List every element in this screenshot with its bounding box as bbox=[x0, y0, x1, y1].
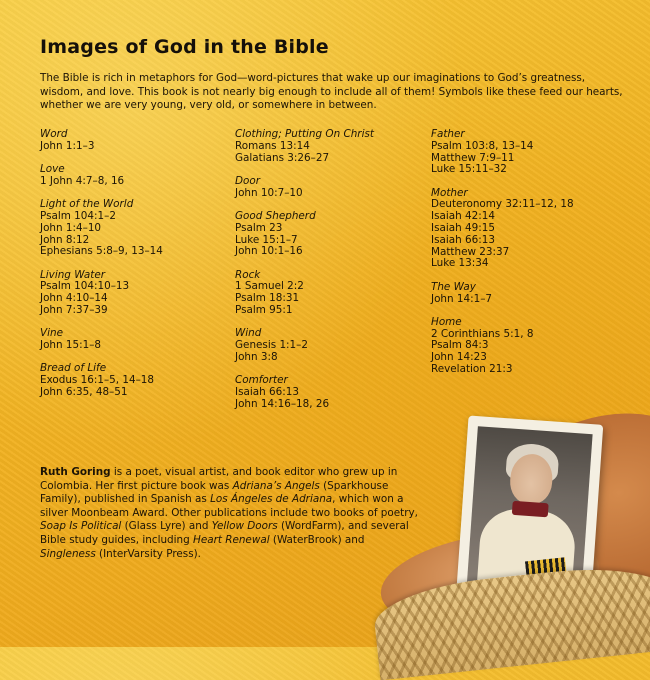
reference-group-title: Father bbox=[431, 128, 465, 140]
reference-group-title: Wind bbox=[235, 327, 262, 340]
scripture-reference: John 14:23 bbox=[431, 351, 487, 364]
scripture-reference: Genesis 1:1–2 bbox=[235, 339, 308, 352]
scripture-reference: John 6:35, 48–51 bbox=[40, 386, 128, 399]
bio-text: (WaterBrook) and bbox=[269, 533, 365, 546]
reference-group bbox=[431, 317, 621, 376]
scripture-reference: Psalm 104:1–2 bbox=[40, 209, 116, 222]
scripture-reference: Luke 15:1–7 bbox=[235, 233, 298, 246]
scripture-reference: John 10:7–10 bbox=[235, 186, 303, 199]
reference-group bbox=[40, 129, 230, 153]
photo-figure-scarf bbox=[512, 501, 549, 517]
scripture-reference: John 14:16–18, 26 bbox=[235, 397, 330, 410]
book-title: Singleness bbox=[40, 547, 96, 560]
scripture-reference: John 4:10–14 bbox=[40, 292, 108, 305]
scripture-reference: Matthew 7:9–11 bbox=[431, 151, 515, 164]
book-title: Adriana’s Angels bbox=[232, 479, 320, 492]
page-title: Images of God in the Bible bbox=[40, 36, 329, 58]
scripture-reference: Isaiah 49:15 bbox=[431, 222, 495, 235]
reference-group bbox=[235, 129, 425, 164]
scripture-reference: Revelation 21:3 bbox=[431, 363, 513, 376]
scripture-reference: Galatians 3:26–27 bbox=[235, 151, 330, 164]
reference-group-title: Clothing; Putting On Christ bbox=[235, 128, 374, 140]
intro-paragraph: The Bible is rich in metaphors for God—word-pictures that wake up our imaginations to God’s greatness, wisdom, and love. This book is not nearly big enough to include all of them! Symbols like these feed our hearts, whether we are very young, very old, or somewhere in between. bbox=[40, 72, 623, 112]
author-bio bbox=[40, 466, 420, 561]
bio-text: (Sparkhouse Family), published in Spanish as bbox=[40, 479, 389, 506]
scripture-reference: Luke 13:34 bbox=[431, 257, 489, 270]
scripture-reference: Matthew 23:37 bbox=[431, 245, 510, 258]
reference-column-3 bbox=[431, 129, 621, 387]
reference-group-title: Living Water bbox=[40, 268, 106, 281]
scripture-reference: Deuteronomy 32:11–12, 18 bbox=[431, 198, 574, 211]
bio-text: , which won a silver Moonbeam Award. Other publications include two books of poetry, bbox=[40, 493, 418, 519]
scripture-reference: Psalm 23 bbox=[235, 221, 283, 234]
book-title: Soap Is Political bbox=[40, 520, 122, 533]
scripture-reference: Romans 13:14 bbox=[235, 139, 310, 152]
scripture-reference: Isaiah 66:13 bbox=[235, 386, 299, 399]
author-name: Ruth Goring bbox=[40, 466, 111, 478]
scripture-reference: Luke 15:11–32 bbox=[431, 163, 507, 176]
scripture-reference: 1 John 4:7–8, 16 bbox=[40, 174, 125, 187]
bio-text: (WordFarm), and several Bible study guides, including bbox=[40, 520, 409, 546]
bio-text: (Glass Lyre) and bbox=[121, 520, 212, 533]
reference-group bbox=[40, 328, 230, 352]
scripture-reference: Psalm 84:3 bbox=[431, 339, 489, 352]
reference-group bbox=[431, 282, 621, 306]
reference-group-title: Comforter bbox=[235, 374, 288, 387]
reference-group-title: Light of the World bbox=[40, 198, 134, 211]
bio-text: is a poet, visual artist, and book editor who grew up in Colombia. Her first picture book was bbox=[40, 466, 398, 492]
scripture-reference: Psalm 18:31 bbox=[235, 292, 300, 305]
scripture-reference: Isaiah 66:13 bbox=[431, 233, 495, 246]
reference-group bbox=[235, 176, 425, 200]
scripture-reference: Ephesians 5:8–9, 13–14 bbox=[40, 245, 163, 258]
scripture-reference: John 7:37–39 bbox=[40, 304, 108, 317]
scripture-reference: John 8:12 bbox=[40, 233, 90, 246]
reference-group-title: Mother bbox=[431, 186, 468, 199]
scripture-reference: Isaiah 42:14 bbox=[431, 210, 495, 223]
reference-group bbox=[431, 129, 621, 176]
reference-group-title: Word bbox=[40, 128, 68, 140]
scripture-reference: John 1:1–3 bbox=[40, 139, 95, 152]
book-title: Yellow Doors bbox=[211, 520, 278, 533]
scripture-reference: Psalm 104:10–13 bbox=[40, 280, 130, 293]
scripture-reference: 1 Samuel 2:2 bbox=[235, 280, 304, 293]
scripture-reference: Exodus 16:1–5, 14–18 bbox=[40, 374, 155, 387]
scripture-reference: John 10:1–16 bbox=[235, 245, 303, 258]
reference-group bbox=[40, 164, 230, 188]
reference-group-title: Love bbox=[40, 163, 65, 176]
reference-group bbox=[431, 188, 621, 271]
scripture-reference: John 15:1–8 bbox=[40, 339, 102, 352]
scripture-reference: John 14:1–7 bbox=[431, 292, 493, 305]
reference-group-title: Bread of Life bbox=[40, 362, 107, 375]
reference-group bbox=[235, 211, 425, 258]
reference-group-title: Home bbox=[431, 315, 462, 328]
reference-group-title: Vine bbox=[40, 327, 63, 340]
scripture-reference: Psalm 103:8, 13–14 bbox=[431, 139, 534, 152]
scripture-reference: 2 Corinthians 5:1, 8 bbox=[431, 327, 534, 340]
bio-text: (InterVarsity Press). bbox=[95, 547, 201, 560]
reference-column-1 bbox=[40, 129, 230, 410]
reference-group bbox=[235, 270, 425, 317]
book-title: Heart Renewal bbox=[193, 533, 270, 546]
reference-group bbox=[40, 363, 230, 398]
reference-group-title: The Way bbox=[431, 280, 476, 293]
reference-group-title: Rock bbox=[235, 268, 261, 281]
reference-group bbox=[235, 328, 425, 363]
reference-column-2 bbox=[235, 129, 425, 422]
reference-group bbox=[235, 375, 425, 410]
scripture-reference: John 1:4–10 bbox=[40, 221, 102, 234]
book-title: Los Ángeles de Adriana bbox=[210, 493, 333, 506]
scripture-reference: Psalm 95:1 bbox=[235, 304, 293, 317]
reference-group bbox=[40, 199, 230, 258]
reference-group-title: Door bbox=[235, 174, 260, 187]
scripture-reference: John 3:8 bbox=[235, 350, 278, 363]
reference-group-title: Good Shepherd bbox=[235, 209, 316, 222]
reference-group bbox=[40, 270, 230, 317]
